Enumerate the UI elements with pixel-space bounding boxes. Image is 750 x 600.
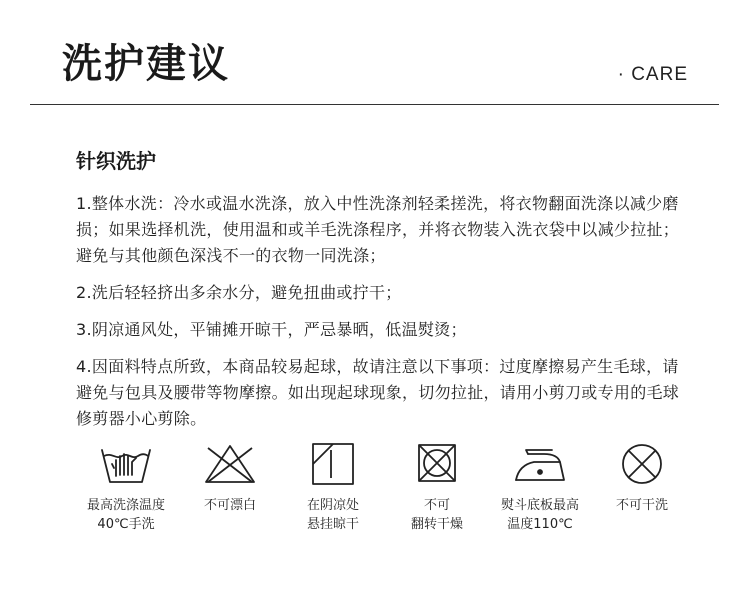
care-item	[66, 442, 186, 534]
no-tumble-dry-icon	[377, 442, 497, 486]
page-title: 洗护建议	[62, 41, 230, 87]
care-item	[273, 442, 393, 534]
care-caption: 不可 翻转干燥	[410, 498, 463, 532]
care-caption: 不可干洗	[615, 498, 668, 513]
care-item	[170, 442, 290, 515]
instruction-item: 2.洗后轻轻挤出多余水分，避免扭曲或拧干；	[76, 283, 402, 302]
care-item	[582, 442, 702, 515]
care-caption: 在阴凉处 悬挂晾干	[306, 498, 359, 532]
line-dry-shade-icon	[273, 442, 393, 486]
care-caption: 熨斗底板最高 温度110℃	[500, 498, 579, 532]
instruction-item: 3.阴凉通风处，平铺摊开晾干，严忌暴晒，低温熨烫；	[76, 320, 467, 339]
care-caption: 不可漂白	[203, 498, 256, 513]
no-dry-clean-icon	[582, 442, 702, 486]
care-item	[377, 442, 497, 534]
header-divider	[30, 104, 719, 105]
care-icon-row	[60, 442, 700, 552]
no-bleach-icon	[170, 442, 290, 486]
care-caption: 最高洗涤温度 40℃手洗	[86, 498, 165, 532]
section-heading: 针织洗护	[76, 149, 156, 173]
instruction-item: 1.整体水洗：冷水或温水洗涤，放入中性洗涤剂轻柔搓洗，将衣物翻面洗涤以减少磨损；如果选择机洗，使用温和或羊毛洗涤程序，并将衣物装入洗衣袋中以减少拉扯；避免与其他颜色深浅不一的衣物一同洗涤；	[76, 194, 680, 265]
instruction-item: 4.因面料特点所致，本商品较易起球，故请注意以下事项：过度摩擦易产生毛球，请避免与包具及腰带等物摩擦。如出现起球现象，切勿拉扯，请用小剪刀或专用的毛球修剪器小心剪除。	[76, 357, 680, 428]
instruction-list	[76, 191, 686, 443]
care-label: · CARE	[617, 64, 688, 85]
hand-wash-40-icon	[66, 442, 186, 486]
